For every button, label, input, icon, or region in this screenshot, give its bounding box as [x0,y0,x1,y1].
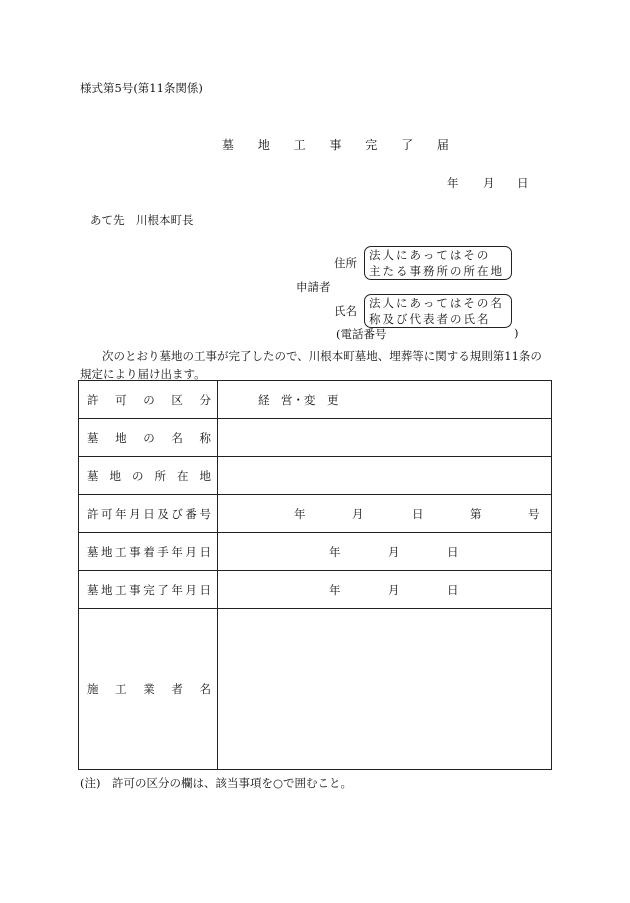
start-month: 月 [388,544,400,559]
permit-go: 号 [528,506,540,521]
address-note-line1: 法人にあってはその [369,248,491,262]
phone-close-paren: ) [514,326,519,340]
name-label: 氏名 [334,304,357,318]
table-row [79,457,552,495]
addressee: あて先 川根本町長 [90,213,194,227]
permit-month: 月 [352,506,364,521]
date-year-label: 年 [447,176,459,190]
form-table [78,380,552,770]
row-label-start-date: 墓地工事着手年月日 [79,533,218,571]
table-row [79,609,552,770]
row-value-permit-type [218,381,552,419]
name-note-line2: 称及び代表者の氏名 [369,312,491,326]
table-row [79,419,552,457]
row-value-permit-date-number[interactable] [218,495,552,533]
name-note [364,294,512,328]
document-title: 墓 地 工 事 完 了 届 [222,138,452,152]
address-note-line2: 主たる事務所の所在地 [369,264,504,278]
start-day: 日 [447,544,459,559]
row-value-contractor[interactable] [218,609,552,770]
address-label: 住所 [334,256,357,270]
address-note [364,246,512,280]
applicant-label: 申請者 [296,280,331,294]
permit-dai: 第 [470,506,482,521]
table-row [79,533,552,571]
start-year: 年 [329,544,341,559]
permit-year: 年 [294,506,306,521]
completion-day: 日 [447,582,459,597]
completion-month: 月 [388,582,400,597]
row-value-start-date[interactable] [218,533,552,571]
row-value-cemetery-location[interactable] [218,457,552,495]
name-note-line1: 法人にあってはその名 [369,296,504,310]
row-label-contractor: 施工業者名 [79,609,218,770]
row-value-cemetery-name[interactable] [218,419,552,457]
permit-day: 日 [412,506,424,521]
permit-type-value: 経 営・変 更 [258,392,339,407]
phone-label: (電話番号 [336,327,387,341]
date-day-label: 日 [517,176,529,190]
body-text: 次のとおり墓地の工事が完了したので、川根本町墓地、埋葬等に関する規則第11条の規定により届け出ます。 [80,349,542,381]
footnote: (注) 許可の区分の欄は、該当事項を○で囲むこと。 [80,776,353,790]
row-value-completion-date[interactable] [218,571,552,609]
table-row [79,495,552,533]
table-row [79,571,552,609]
table-row [79,381,552,419]
row-label-cemetery-location: 墓地の所在地 [79,457,218,495]
form-number: 様式第5号(第11条関係) [80,81,203,95]
date-month-label: 月 [483,176,495,190]
row-label-completion-date: 墓地工事完了年月日 [79,571,218,609]
row-label-permit-type: 許可の区分 [79,381,218,419]
completion-year: 年 [329,582,341,597]
row-label-cemetery-name: 墓地の名称 [79,419,218,457]
row-label-permit-date-number: 許可年月日及び番号 [79,495,218,533]
